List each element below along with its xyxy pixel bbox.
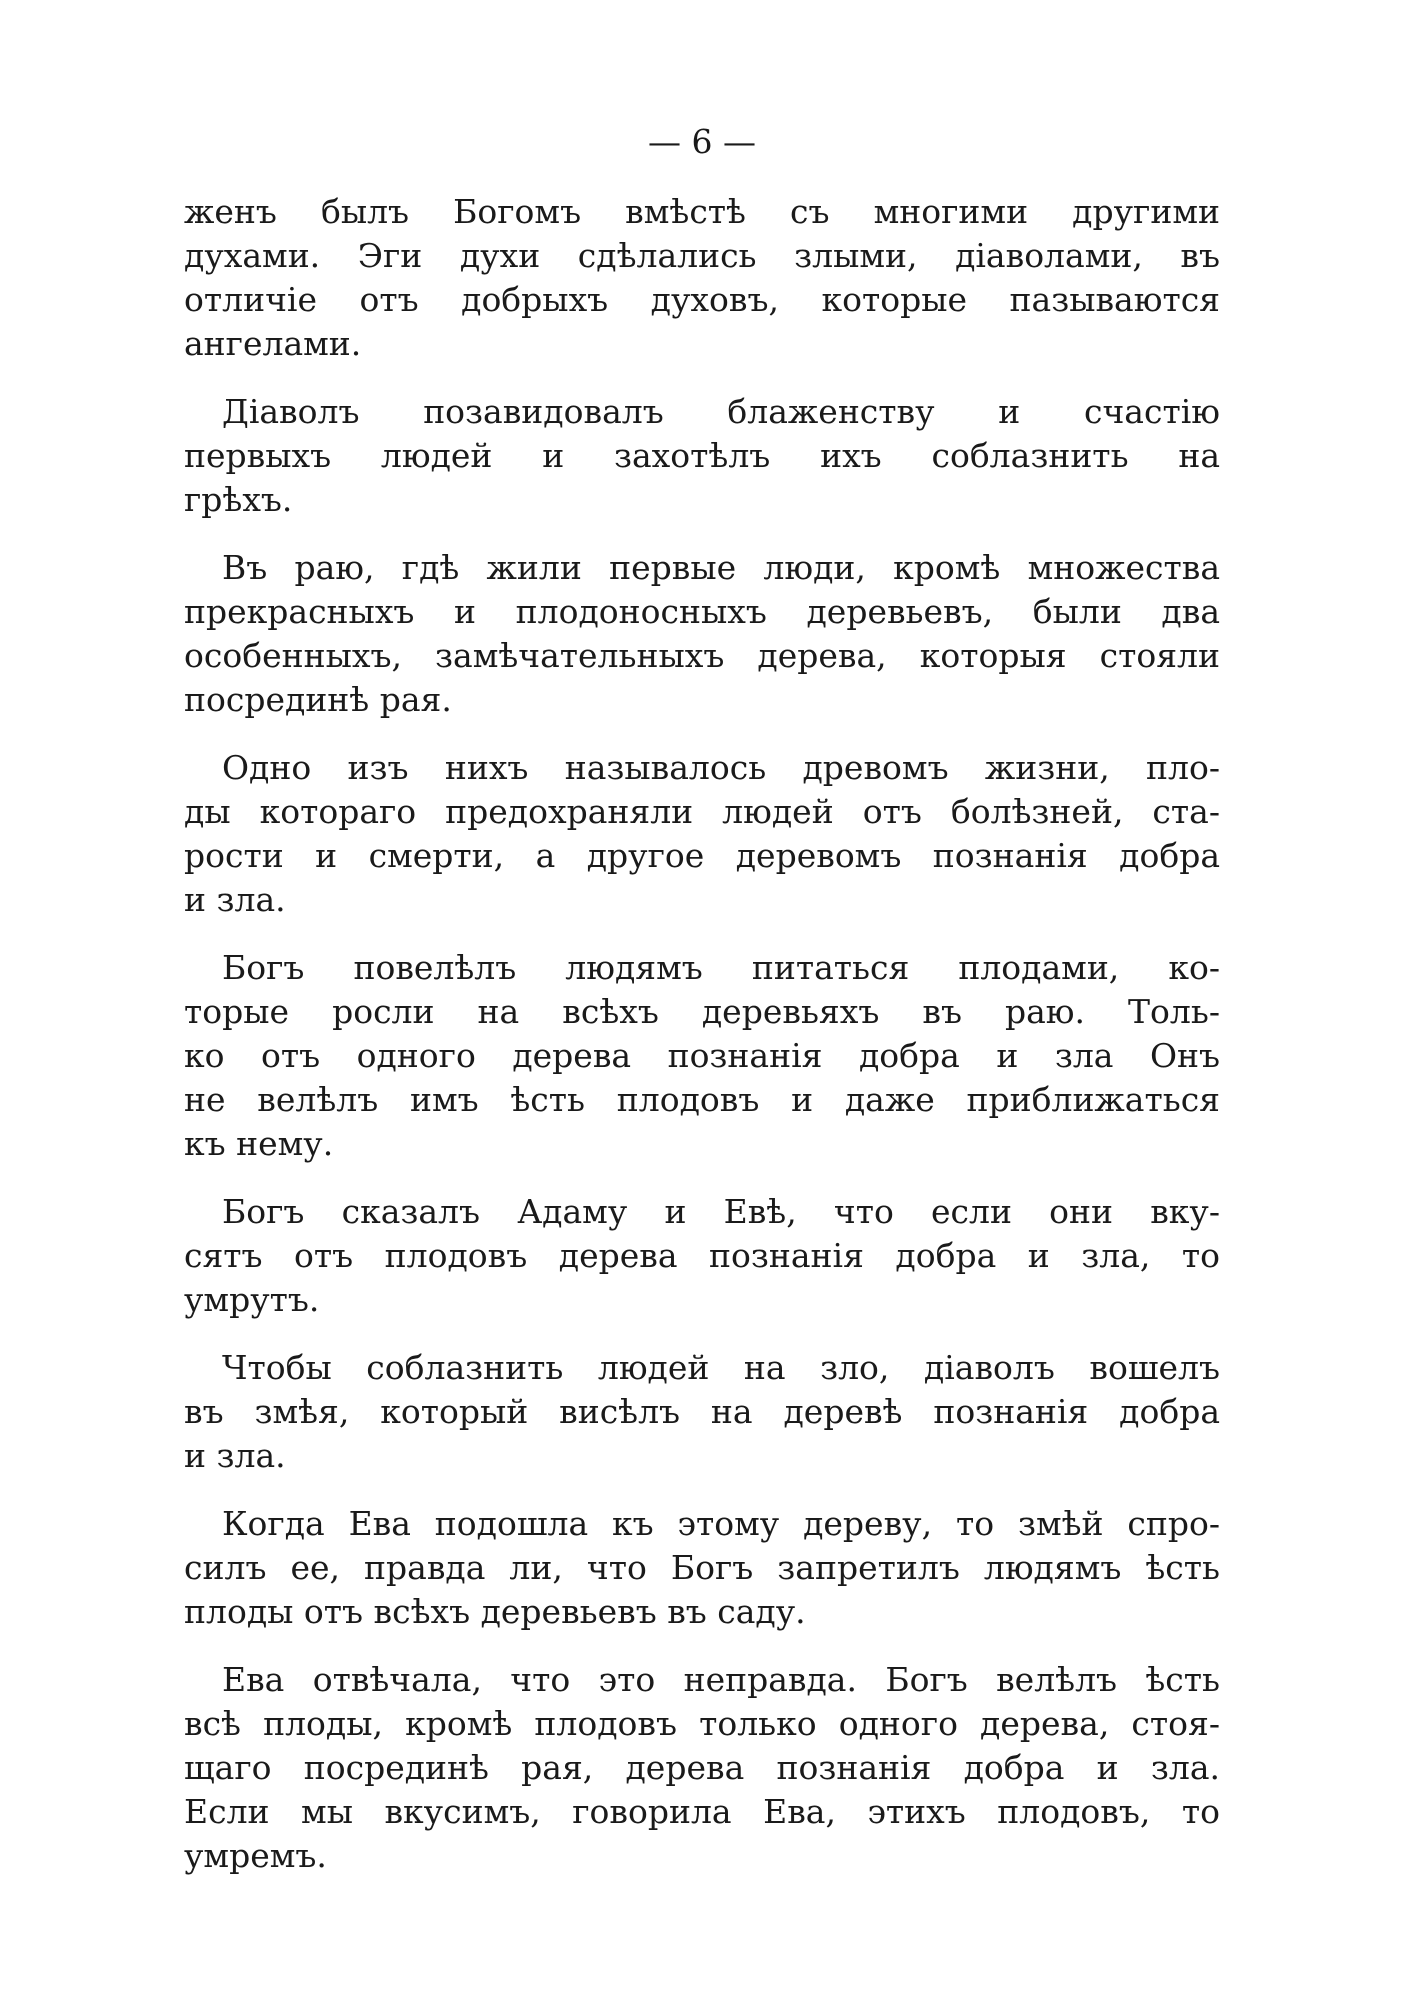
text-line: плоды отъ всѣхъ деревьевъ въ саду. [184,1592,806,1631]
text-line: Когда Ева подошла къ этому дереву, то змѣй спро- [222,1504,1220,1543]
text-line: ко отъ одного дерева познанія добра и зла Онъ [184,1036,1220,1075]
text-line: не велѣлъ имъ ѣсть плодовъ и даже приближаться [184,1080,1220,1119]
paragraph [184,1346,1220,1478]
paragraph [184,1658,1220,1878]
paragraph [184,190,1220,366]
paragraph [184,1190,1220,1322]
text-line: сятъ отъ плодовъ дерева познанія добра и зла, то [184,1236,1220,1275]
text-line: духами. Эги духи сдѣлались злыми, діаволами, въ [184,236,1220,275]
text-line: особенныхъ, замѣчательныхъ дерева, которыя стояли [184,636,1220,675]
text-line: умремъ. [184,1836,327,1875]
text-line: первыхъ людей и захотѣлъ ихъ соблазнить на [184,436,1220,475]
text-body [184,190,1220,1902]
text-line: умрутъ. [184,1280,320,1319]
text-line: Чтобы соблазнить людей на зло, діаволъ вошелъ [222,1348,1220,1387]
text-line: отличіе отъ добрыхъ духовъ, которые пазываются [184,280,1220,319]
text-line: Одно изъ нихъ называлось древомъ жизни, пло- [222,748,1220,787]
text-line: всѣ плоды, кромѣ плодовъ только одного дерева, стоя- [184,1704,1220,1743]
text-line: Ева отвѣчала, что это неправда. Богъ велѣлъ ѣсть [222,1660,1220,1699]
text-line: женъ былъ Богомъ вмѣстѣ съ многими другими [184,192,1220,231]
paragraph [184,1502,1220,1634]
text-line: ангелами. [184,324,362,363]
text-line: грѣхъ. [184,480,293,519]
text-line: посрединѣ рая. [184,680,452,719]
text-line: Діаволъ позавидовалъ блаженству и счастію [222,392,1220,431]
text-line: прекрасныхъ и плодоносныхъ деревьевъ, были два [184,592,1220,631]
text-line: ды котораго предохраняли людей отъ болѣзней, ста- [184,792,1220,831]
paragraph [184,746,1220,922]
text-line: торые росли на всѣхъ деревьяхъ въ раю. Толь- [184,992,1220,1031]
page-number: — 6 — [648,122,756,161]
paragraph [184,546,1220,722]
text-line: Въ раю, гдѣ жили первые люди, кромѣ множества [222,548,1220,587]
text-line: и зла. [184,1436,286,1475]
paragraph [184,390,1220,522]
paragraph [184,946,1220,1166]
text-line: въ змѣя, который висѣлъ на деревѣ познанія добра [184,1392,1220,1431]
text-line: рости и смерти, а другое деревомъ познанія добра [184,836,1220,875]
text-line: Богъ сказалъ Адаму и Евѣ, что если они вку- [222,1192,1220,1231]
text-line: силъ ее, правда ли, что Богъ запретилъ людямъ ѣсть [184,1548,1220,1587]
text-line: къ нему. [184,1124,334,1163]
text-line: Если мы вкусимъ, говорила Ева, этихъ плодовъ, то [184,1792,1220,1831]
text-line: и зла. [184,880,286,919]
text-line: щаго посрединѣ рая, дерева познанія добра и зла. [184,1748,1220,1787]
text-line: Богъ повелѣлъ людямъ питаться плодами, ко- [222,948,1220,987]
